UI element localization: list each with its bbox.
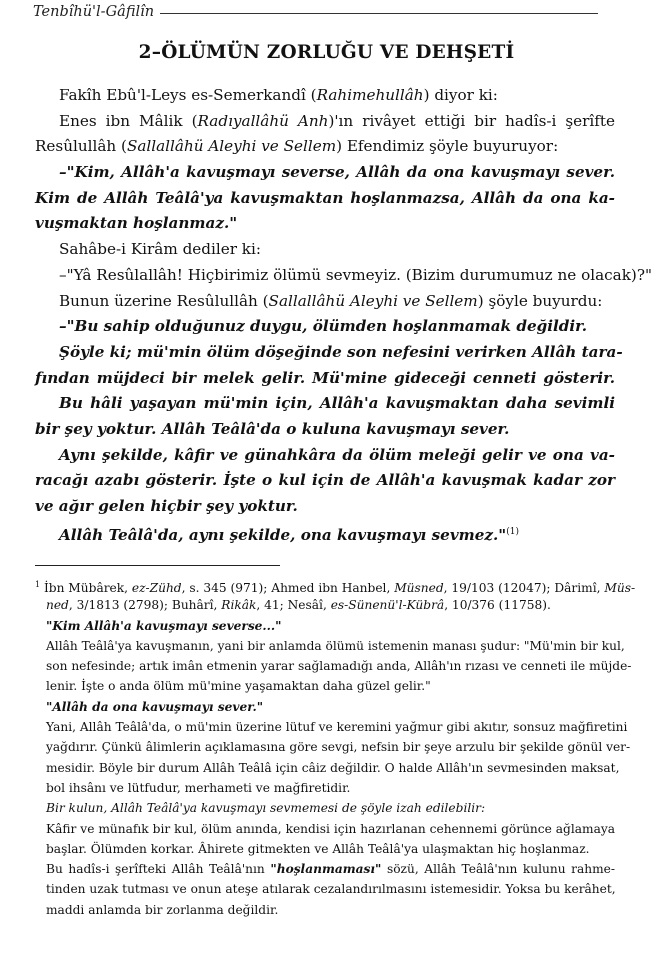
footnote-line: ned, 3/1813 (2798); Buhârî, Rikâk, 41; Nesâî, es-Sünenü'l-Kübrâ, 10/376 (11758). (46, 598, 551, 613)
footnotes (35, 575, 636, 920)
hadith-line: Allâh Teâlâ'da, aynı şekilde, ona kavuşmayı sevmez."$^{(1)}$ (59, 525, 519, 544)
hadith-line: ve ağır gelen hiçbir şey yoktur. (35, 497, 298, 515)
note-heading: "Allâh da ona kavuşmayı sever." (46, 699, 264, 714)
hadith-line: Şöyle ki; mü'min ölüm döşeğinde son nefesini verirken Allâh tara- (59, 342, 623, 361)
text-line: Enes ibn Mâlik (Radıyallâhü Anh)'ın rivâyet ettiği bir hadîs-i şerîfte (59, 111, 615, 130)
hadith-line: Aynı şekilde, kâfir ve günahkâra da ölüm meleği gelir ve ona va- (59, 445, 615, 464)
footnote-reference[interactable]: (1) (506, 526, 519, 537)
note-line: Bu hadîs-i şerîfteki Allâh Teâlâ'nın "hoşlanmaması" sözü, Allâh Teâlâ'nın kulunu rahme- (46, 862, 615, 877)
note-italic-line: Bir kulun, Allâh Teâlâ'ya kavuşmayı sevmemesi de şöyle izah edilebilir: (46, 801, 486, 816)
note-line: Yani, Allâh Teâlâ'da, o mü'min üzerine lütuf ve keremini yağmur gibi akıtır, sonsuz mağfiretini (46, 720, 628, 735)
note-line: tinden uzak tutması ve onun ateşe atılarak cezalandırılmasını istemesidir. Yoksa bu kerâhet, (46, 882, 616, 897)
note-line: son nefesinde; artık imân etmenin yarar sağlamadığı anda, Allâh'ın rızası ve cenneti ile müjde- (46, 659, 632, 674)
note-line: maddi anlamda bir zorlanma değildir. (46, 902, 279, 917)
note-line: yağdırır. Çünkü âlimlerin açıklamasına göre sevgi, nefsin bir şeye arzulu bir şekilde gönül ver- (46, 740, 631, 755)
footnote-line: $^1$ İbn Mübârek, ez-Zühd, s. 345 (971); Ahmed ibn Hanbel, Müsned, 19/103 (12047); Dârimî, Müs- (35, 580, 636, 595)
text-line: Fakîh Ebû'l-Leys es-Semerkandî (Rahimehullâh) diyor ki: (59, 86, 498, 104)
hadith-line: bir şey yoktur. Allâh Teâlâ'da o kuluna kavuşmayı sever. (35, 419, 510, 438)
note-line: lenir. İşte o anda ölüm mü'mine yaşamaktan daha güzel gelir." (46, 679, 431, 694)
hadith-line: racağı azabı gösterir. İşte o kul için de Allâh'a kavuşmak kadar zor (35, 471, 615, 490)
text-line: –"Yâ Resûlallâh! Hiçbirimiz ölümü sevmeyiz. (Bizim durumumuz ne olacak)?" (59, 265, 652, 284)
note-line: Kâfir ve münafık bir kul, ölüm anında, kendisi için hazırlanan cehennemi görünce ağlamaya (46, 821, 615, 836)
text-line: Resûlullâh (Sallallâhü Aleyhi ve Sellem) Efendimiz şöyle buyuruyor: (35, 137, 559, 156)
header-rule (160, 13, 598, 14)
hadith-line: fından müjdeci bir melek gelir. Mü'mine gideceği cenneti gösterir. (35, 368, 615, 387)
note-line: bol ihsânı ve lütfudur, merhameti ve mağfiretidir. (46, 780, 351, 795)
note-heading: "Kim Allâh'a kavuşmayı severse..." (46, 618, 282, 633)
running-title: Tenbîhü'l-Gâfilîn (33, 4, 155, 20)
note-line: mesidir. Böyle bir durum Allâh Teâlâ için câiz değildir. O halde Allâh'ın sevmesinden maksat, (46, 760, 620, 775)
hadith-line: Bu hâli yaşayan mü'min için, Allâh'a kavuşmaktan daha sevimli (59, 394, 615, 413)
hadith-line: –"Kim, Allâh'a kavuşmayı severse, Allâh da ona kavuşmayı sever. (59, 163, 615, 182)
footnote-number: 1 (35, 580, 41, 589)
running-header (33, 4, 598, 20)
text-line: Sahâbe-i Kirâm dediler ki: (59, 240, 261, 259)
text-line: Bunun üzerine Resûlullâh (Sallallâhü Aleyhi ve Sellem) şöyle buyurdu: (59, 291, 603, 310)
hadith-line: vuşmaktan hoşlanmaz." (35, 214, 238, 233)
main-text (35, 83, 652, 545)
footnote-rule (35, 565, 280, 566)
note-line: Allâh Teâlâ'ya kavuşmanın, yani bir anlamda ölümü istemenin manası şudur: "Mü'min bir kul, (46, 638, 625, 653)
hadith-line: Kim de Allâh Teâlâ'ya kavuşmaktan hoşlanmazsa, Allâh da ona ka- (35, 188, 615, 207)
note-line: başlar. Ölümden korkar. Âhirete gitmekten ve Allâh Teâlâ'ya ulaşmaktan hiç hoşlanmaz. (46, 841, 590, 856)
hadith-line: –"Bu sahip olduğunuz duygu, ölümden hoşlanmamak değildir. (59, 317, 588, 336)
chapter-title: 2–ÖLÜMÜN ZORLUĞU VE DEHŞETİ (138, 42, 515, 63)
